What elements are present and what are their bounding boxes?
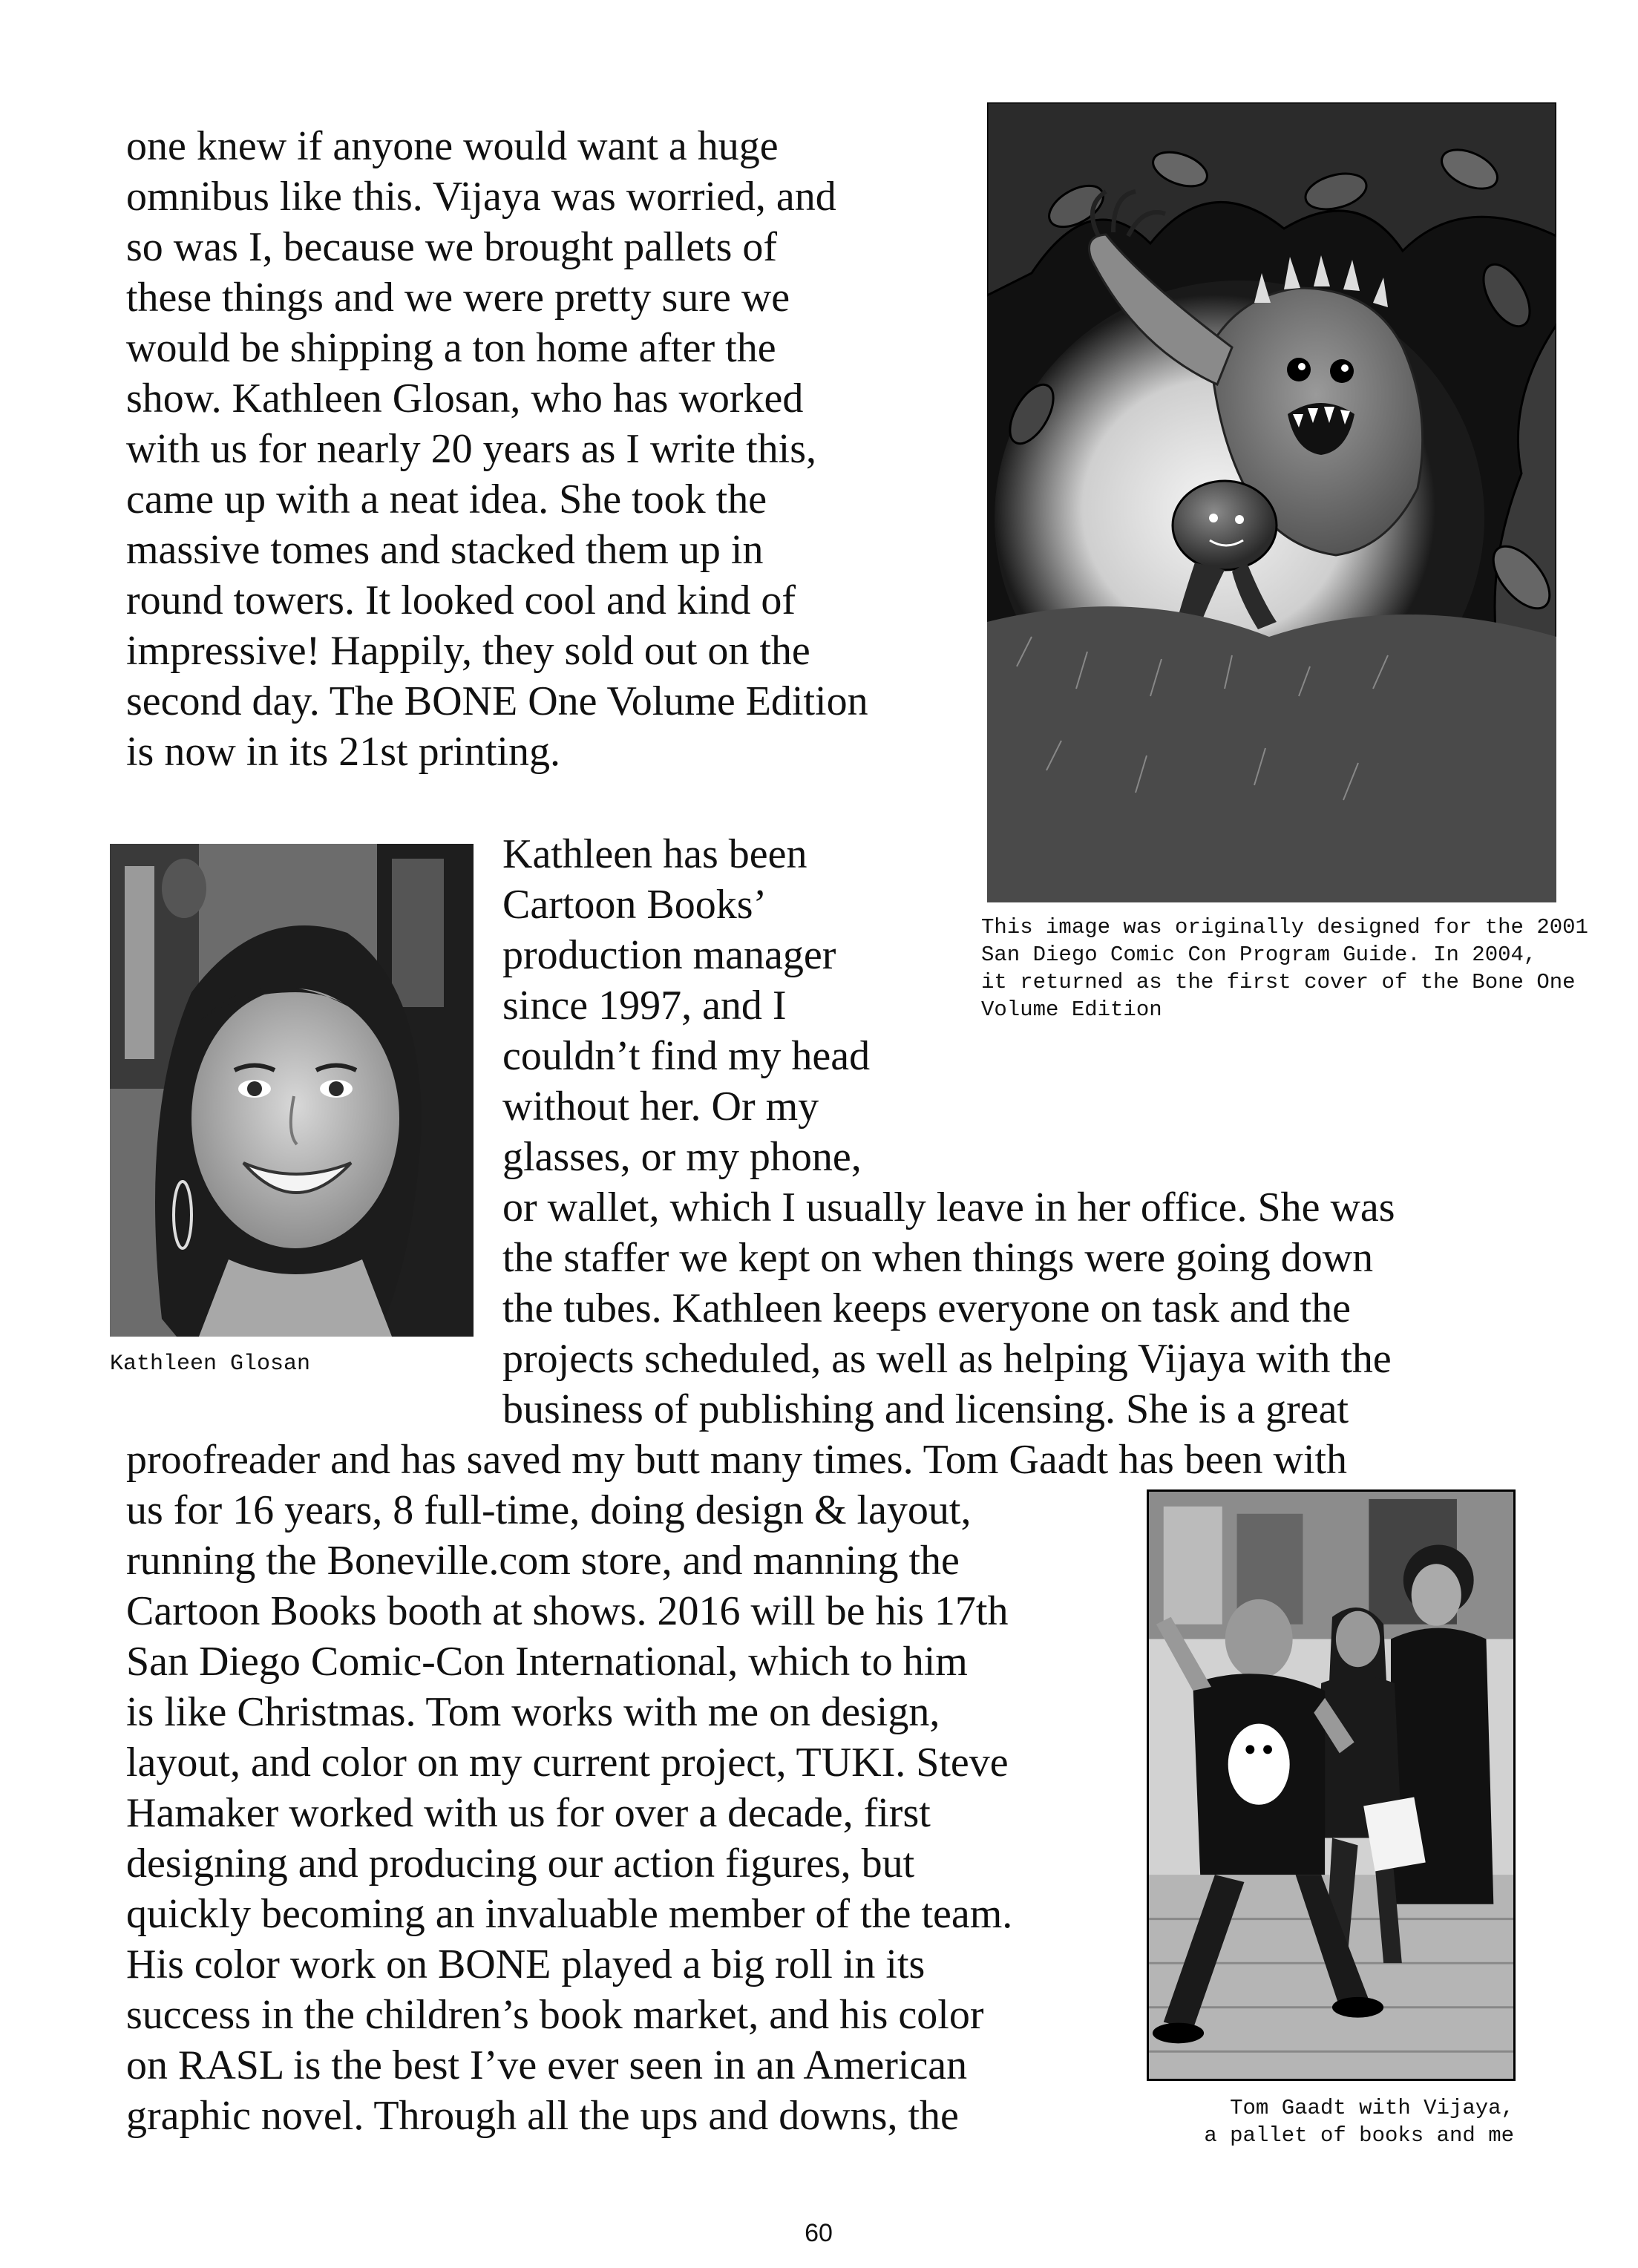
body-line: would be shipping a ton home after the [126, 325, 776, 371]
body-line: running the Boneville.com store, and manning the [126, 1538, 960, 1584]
kathleen-glosan-photo [110, 844, 474, 1337]
body-line: came up with a neat idea. She took the [126, 476, 767, 522]
body-line: since 1997, and I [502, 983, 787, 1029]
body-line: one knew if anyone would want a huge [126, 123, 779, 169]
tom-caption-line: a pallet of books and me [1204, 2123, 1514, 2148]
body-line: His color work on BONE played a big roll in its [126, 1941, 926, 1987]
kathleen-caption: Kathleen Glosan [110, 1351, 311, 1377]
body-line: proofreader and has saved my butt many times. Tom Gaadt has been with [126, 1437, 1348, 1483]
body-line: Cartoon Books’ [502, 882, 767, 928]
body-line: designing and producing our action figures, but [126, 1841, 915, 1887]
body-line: with us for nearly 20 years as I write this, [126, 426, 816, 472]
body-line: production manager [502, 932, 836, 978]
body-line: Cartoon Books booth at shows. 2016 will be his 17th [126, 1588, 1009, 1634]
cover-caption-line: This image was originally designed for the 2001 [981, 915, 1588, 940]
body-line: is now in its 21st printing. [126, 729, 560, 775]
body-line: graphic novel. Through all the ups and downs, the [126, 2093, 959, 2139]
body-line: the staffer we kept on when things were going down [502, 1235, 1374, 1281]
cover-caption-line: Volume Edition [981, 997, 1162, 1022]
body-line: so was I, because we brought pallets of [126, 224, 778, 270]
body-line: second day. The BONE One Volume Edition [126, 678, 868, 724]
tom-caption-line: Tom Gaadt with Vijaya, [1230, 2096, 1514, 2120]
bone-cover-illustration [987, 102, 1556, 902]
body-line: glasses, or my phone, [502, 1134, 862, 1180]
body-line: projects scheduled, as well as helping Vijaya with the [502, 1336, 1392, 1382]
body-line: or wallet, which I usually leave in her office. She was [502, 1184, 1395, 1230]
cover-caption-line: San Diego Comic Con Program Guide. In 2004, [981, 943, 1537, 967]
body-line: without her. Or my [502, 1084, 819, 1130]
body-line: business of publishing and licensing. She is a great [502, 1386, 1349, 1432]
body-line: Kathleen has been [502, 831, 807, 877]
body-line: round towers. It looked cool and kind of [126, 577, 796, 623]
cover-caption-line: it returned as the first cover of the Bone One [981, 970, 1576, 994]
body-line: the tubes. Kathleen keeps everyone on task and the [502, 1285, 1351, 1331]
body-line: us for 16 years, 8 full-time, doing design & layout, [126, 1487, 972, 1533]
body-line: layout, and color on my current project, TUKI. Steve [126, 1740, 1009, 1786]
body-line: Hamaker worked with us for over a decade, first [126, 1790, 931, 1836]
body-line: San Diego Comic-Con International, which to him [126, 1639, 968, 1685]
body-line: on RASL is the best I’ve ever seen in an American [126, 2042, 968, 2088]
body-line: couldn’t find my head [502, 1033, 871, 1079]
body-line: is like Christmas. Tom works with me on design, [126, 1689, 940, 1735]
body-line: massive tomes and stacked them up in [126, 527, 764, 573]
body-line: success in the children’s book market, and his color [126, 1992, 984, 2038]
page-number: 60 [805, 2219, 833, 2247]
body-line: these things and we were pretty sure we [126, 275, 790, 321]
body-line: quickly becoming an invaluable member of the team. [126, 1891, 1013, 1937]
body-line: show. Kathleen Glosan, who has worked [126, 376, 804, 422]
tom-gaadt-photo [1147, 1489, 1516, 2081]
body-line: omnibus like this. Vijaya was worried, and [126, 174, 836, 220]
body-line: impressive! Happily, they sold out on the [126, 628, 810, 674]
